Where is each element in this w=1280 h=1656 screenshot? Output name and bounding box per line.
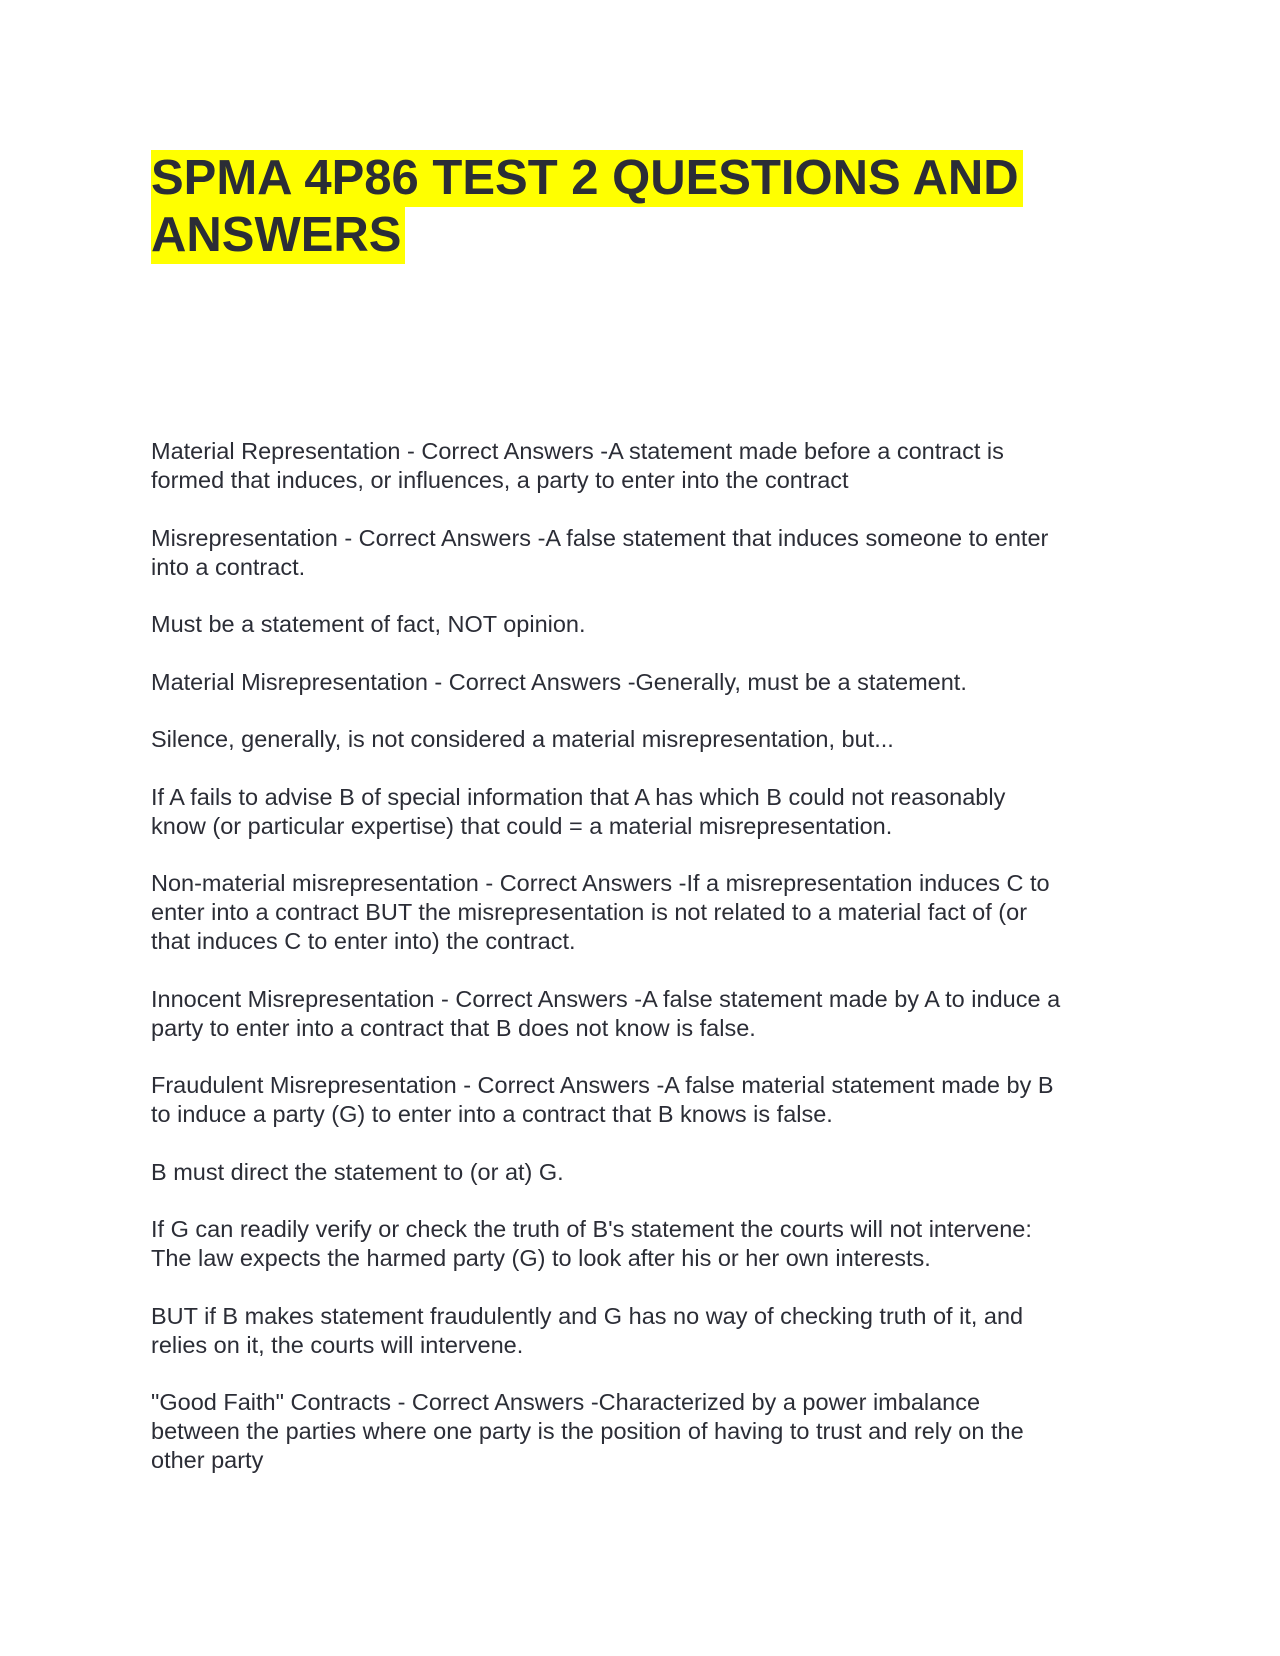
title-line-text: ANSWERS bbox=[151, 207, 405, 264]
title-line bbox=[151, 150, 1151, 207]
document-title bbox=[151, 150, 1151, 264]
paragraph-line: relies on it, the courts will intervene. bbox=[151, 1331, 524, 1358]
paragraph bbox=[151, 524, 1151, 582]
paragraph-line: party to enter into a contract that B does not know is false. bbox=[151, 1014, 756, 1041]
paragraph-line: Non-material misrepresentation - Correct Answers -If a misrepresentation induces C to bbox=[151, 870, 1050, 896]
paragraph-line: If A fails to advise B of special information that A has which B could not reasonably bbox=[151, 783, 1006, 810]
paragraph-line: Material Representation - Correct Answers -A statement made before a contract is bbox=[151, 438, 1004, 464]
paragraph-line: between the parties where one party is the position of having to trust and rely on the bbox=[151, 1418, 1024, 1444]
paragraph bbox=[151, 1158, 1151, 1187]
title-line bbox=[151, 207, 1151, 264]
paragraph-line: Material Misrepresentation - Correct Answers -Generally, must be a statement. bbox=[151, 668, 967, 695]
title-line-text: SPMA 4P86 TEST 2 QUESTIONS AND bbox=[151, 150, 1023, 207]
paragraph-line: Innocent Misrepresentation - Correct Answers -A false statement made by A to induce a bbox=[151, 985, 1061, 1012]
paragraph bbox=[151, 985, 1151, 1043]
paragraph-line: If G can readily verify or check the truth of B's statement the courts will not intervene: bbox=[151, 1216, 1032, 1242]
paragraph-line: that induces C to enter into) the contract. bbox=[151, 928, 576, 954]
paragraph bbox=[151, 437, 1151, 495]
paragraph-line: Silence, generally, is not considered a material misrepresentation, but... bbox=[151, 726, 894, 752]
paragraph-line: Misrepresentation - Correct Answers -A false statement that induces someone to enter bbox=[151, 524, 1049, 551]
paragraph bbox=[151, 668, 1151, 697]
document-body bbox=[151, 437, 1151, 1504]
paragraph-line: The law expects the harmed party (G) to look after his or her own interests. bbox=[151, 1245, 931, 1271]
paragraph-line: Must be a statement of fact, NOT opinion. bbox=[151, 611, 586, 637]
paragraph bbox=[151, 1071, 1151, 1129]
paragraph bbox=[151, 783, 1151, 841]
paragraph-line: BUT if B makes statement fraudulently and G has no way of checking truth of it, and bbox=[151, 1302, 1024, 1329]
paragraph-line: know (or particular expertise) that could = a material misrepresentation. bbox=[151, 812, 893, 839]
paragraph bbox=[151, 725, 1151, 754]
paragraph bbox=[151, 869, 1151, 956]
paragraph-line: "Good Faith" Contracts - Correct Answers -Characterized by a power imbalance bbox=[151, 1389, 981, 1415]
paragraph-line: formed that induces, or influences, a party to enter into the contract bbox=[151, 467, 849, 493]
paragraph bbox=[151, 1215, 1151, 1273]
paragraph-line: Fraudulent Misrepresentation - Correct Answers -A false material statement made by B bbox=[151, 1072, 1054, 1098]
paragraph-line: B must direct the statement to (or at) G. bbox=[151, 1158, 564, 1185]
paragraph-line: other party bbox=[151, 1447, 264, 1473]
paragraph-line: enter into a contract BUT the misrepresentation is not related to a material fact of (or bbox=[151, 899, 1028, 925]
paragraph bbox=[151, 610, 1151, 639]
paragraph-line: to induce a party (G) to enter into a contract that B knows is false. bbox=[151, 1101, 833, 1127]
paragraph bbox=[151, 1302, 1151, 1360]
paragraph-line: into a contract. bbox=[151, 553, 306, 580]
paragraph bbox=[151, 1388, 1151, 1475]
